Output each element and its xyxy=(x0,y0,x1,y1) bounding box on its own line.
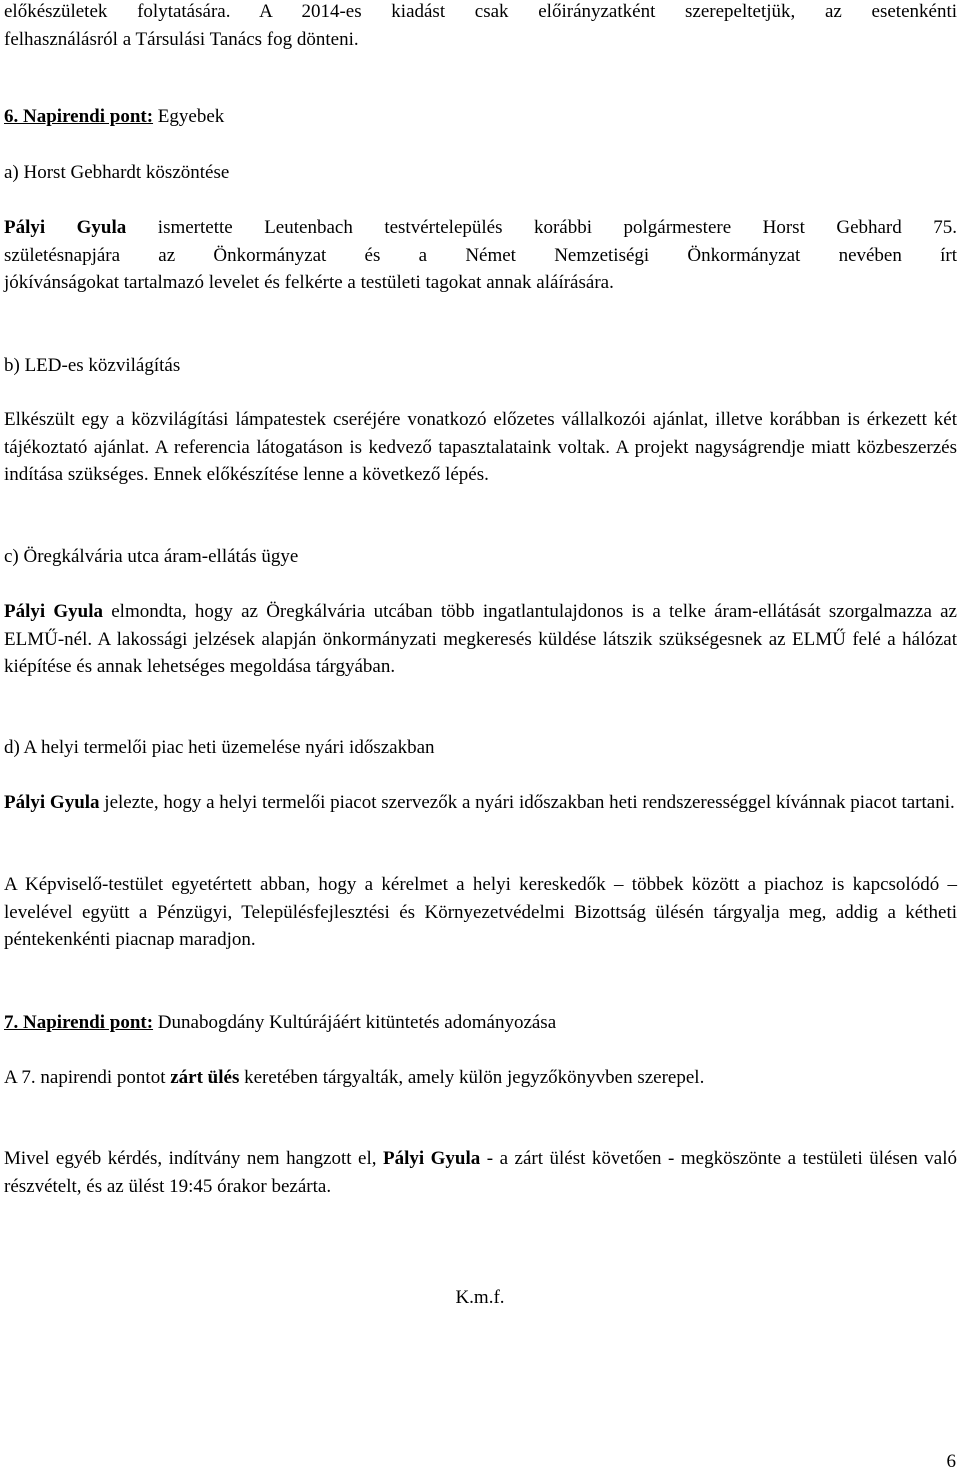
intro-paragraph xyxy=(4,0,957,53)
sub-b-paragraph: Elkészült egy a közvilágítási lámpatestek cseréjére vonatkozó előzetes vállalkozói ajánlat, illetve korábban is érkezett két tájékoztató ajánlat. A referencia látogatáson is kedvező tapasztalataink voltak. A projekt nagyságrendje miatt közbeszerzés indítása szükséges. Ennek előkészítése lenne a következő lépés. xyxy=(4,409,957,485)
sub-a-line: Pályi Gyula ismertette Leutenbach testvértelepülés korábbi polgármestere Horst Gebhard 75. xyxy=(4,217,958,238)
sub-d-paragraph: Pályi Gyula jelezte, hogy a helyi termelői piacot szervezők a nyári időszakban heti rendszerességgel kívánnak piacot tartani. xyxy=(4,792,955,813)
sub-d-decision: A Képviselő-testület egyetértett abban, hogy a kérelmet a helyi kereskedők – többek között a piachoz is kapcsolódó – levelével együtt a Pénzügyi, Településfejlesztési és Környezetvédelmi Bizottság ülésén tárgyalja meg, addig a kétheti péntekenkénti piacnap maradjon. xyxy=(4,874,957,950)
agenda-item-title: Dunabogdány Kultúrájáért kitüntetés adományozása xyxy=(153,1012,557,1033)
sub-d-heading: d) A helyi termelői piac heti üzemelése nyári időszakban xyxy=(4,737,435,758)
speaker-name: Pályi Gyula xyxy=(4,217,127,238)
agenda-item-7-text: A 7. napirendi pontot zárt ülés keretében tárgyalták, amely külön jegyzőkönyvben szerepel. xyxy=(4,1067,705,1088)
sub-a-line: jókívánságokat tartalmazó levelet és felkérte a testületi tagokat annak aláírására. xyxy=(4,272,614,293)
sub-c-paragraph: Pályi Gyula elmondta, hogy az Öregkálvária utcában több ingatlantulajdonos is a telke áram-ellátását szorgalmazza az ELMŰ-nél. A lakossági jelzések alapján önkormányzati megkeresés küldése látszik szükségesnek az ELMŰ felé a hálózat kiépítése és annak lehetséges megoldása tárgyában. xyxy=(4,601,957,677)
speaker-name: Pályi Gyula xyxy=(4,792,100,813)
agenda-item-7-heading xyxy=(4,1009,957,1037)
sub-b-heading: b) LED-es közvilágítás xyxy=(4,355,181,376)
closed-session-term: zárt ülés xyxy=(170,1067,240,1088)
agenda-item-label: 7. Napirendi pont: xyxy=(4,1012,154,1033)
page-number: 6 xyxy=(946,1451,956,1472)
agenda-item-title: Egyebek xyxy=(153,106,225,127)
sub-a-heading: a) Horst Gebhardt köszöntése xyxy=(4,162,230,183)
agenda-item-label: 6. Napirendi pont: xyxy=(4,106,154,127)
kmf-signature-line: K.m.f. xyxy=(455,1287,505,1308)
speaker-name: Pályi Gyula xyxy=(4,601,104,622)
speaker-name: Pályi Gyula xyxy=(382,1148,481,1169)
intro-line: előkészületek folytatására. A 2014-es kiadást csak előirányzatként szerepeltetjük, az esetenkénti xyxy=(4,1,957,22)
agenda-item-6-heading xyxy=(4,103,957,131)
intro-line: felhasználásról a Társulási Tanács fog dönteni. xyxy=(4,28,359,50)
closing-paragraph: Mivel egyéb kérdés, indítvány nem hangzott el, Pályi Gyula - a zárt ülést követően - megköszönte a testületi ülésen való részvételt, és az ülést 19:45 órakor bezárta. xyxy=(4,1148,957,1197)
sub-a-paragraph xyxy=(4,214,957,297)
sub-a-line: születésnapjára az Önkormányzat és a Német Nemzetiségi Önkormányzat nevében írt xyxy=(4,244,957,266)
sub-c-heading: c) Öregkálvária utca áram-ellátás ügye xyxy=(4,546,299,567)
